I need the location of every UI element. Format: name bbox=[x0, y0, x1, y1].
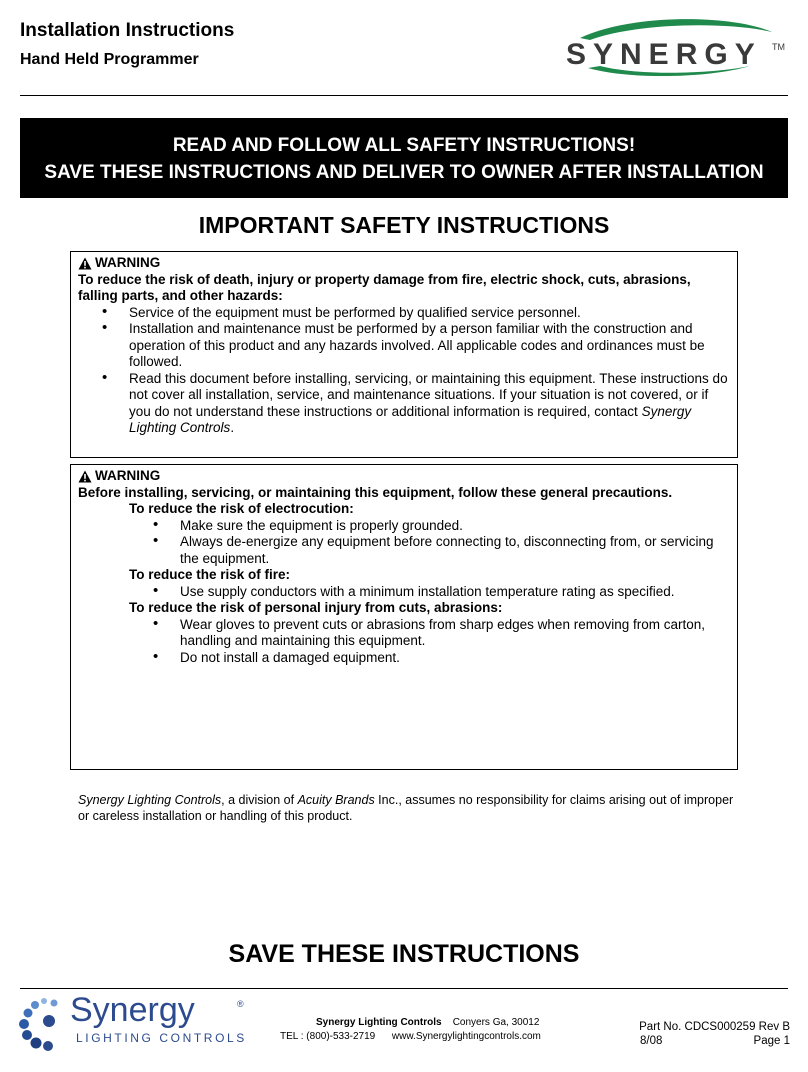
revision-date: 8/08 bbox=[640, 1035, 663, 1047]
warning-box-2 bbox=[70, 464, 738, 770]
company-name: Synergy Lighting Controls bbox=[78, 793, 222, 807]
banner-line-1: READ AND FOLLOW ALL SAFETY INSTRUCTIONS! bbox=[172, 135, 636, 156]
warning-label bbox=[78, 255, 729, 272]
disclaimer-text-2: Inc., assumes no responsibility for claims arising out of improper or careless installation or handling of this product. bbox=[78, 793, 734, 823]
banner-line-2: SAVE THESE INSTRUCTIONS AND DELIVER TO OWNER AFTER INSTALLATION bbox=[44, 162, 764, 183]
list-item: • Do not install a damaged equipment. bbox=[78, 650, 729, 667]
precaution-list bbox=[78, 518, 729, 568]
footer-contact bbox=[280, 1016, 541, 1044]
warning-label bbox=[78, 468, 729, 485]
safety-banner bbox=[20, 118, 788, 198]
list-item: • Make sure the equipment is properly grounded. bbox=[78, 518, 729, 535]
save-instructions-heading: SAVE THESE INSTRUCTIONS bbox=[228, 940, 580, 968]
footer-date-page bbox=[620, 1034, 790, 1048]
warning-triangle-icon bbox=[78, 470, 92, 483]
doc-subtitle: Hand Held Programmer bbox=[20, 51, 199, 68]
company-name: Synergy Lighting Controls bbox=[129, 403, 692, 435]
warning-label-text: WARNING bbox=[95, 255, 161, 270]
synergy-logo bbox=[560, 18, 784, 82]
warning-intro: To reduce the risk of death, injury or property damage from fire, electric shock, cuts, abrasions, falling parts, and other hazards: bbox=[78, 271, 691, 303]
header-divider bbox=[20, 95, 788, 96]
warning-intro: Before installing, servicing, or maintaining this equipment, follow these general precautions. bbox=[78, 484, 673, 500]
warning-box-1 bbox=[70, 251, 738, 458]
footer-logo-registered: ® bbox=[237, 999, 244, 1009]
list-item: • Wear gloves to prevent cuts or abrasions from sharp edges when removing from carton, handling and maintaining this equipment. bbox=[78, 617, 729, 650]
precaution-list bbox=[78, 617, 729, 667]
precaution-heading: To reduce the risk of personal injury from cuts, abrasions: bbox=[129, 600, 503, 615]
list-item bbox=[78, 371, 729, 437]
precaution-heading: To reduce the risk of fire: bbox=[129, 567, 291, 582]
footer-logo-wordmark: Synergy bbox=[70, 991, 195, 1029]
footer-web: www.Synergylightingcontrols.com bbox=[391, 1031, 541, 1042]
footer-logo bbox=[18, 991, 258, 1051]
disclaimer bbox=[78, 792, 738, 824]
footer-city: Conyers Ga, 30012 bbox=[452, 1017, 540, 1028]
footer-contact-line-1 bbox=[280, 1016, 541, 1030]
list-item: • Installation and maintenance must be performed by a person familiar with the construction and operation of this product and any hazards involved. All applicable codes and ordinances must be followed. bbox=[78, 321, 729, 371]
part-number: Part No. CDCS000259 Rev B bbox=[639, 1021, 790, 1033]
list-item-text: Read this document before installing, servicing, or maintaining this equipment. These instructions do not cover all installation, service, and maintenance situations. If your situation is not covered, or if you do not understand these instructions or additional information is required, contact bbox=[129, 370, 728, 419]
logo-wordmark: SYNERGY bbox=[566, 38, 762, 71]
main-heading: IMPORTANT SAFETY INSTRUCTIONS bbox=[198, 212, 610, 238]
disclaimer-text-1: , a division of bbox=[221, 793, 298, 807]
doc-title: Installation Instructions bbox=[20, 20, 235, 41]
page-number: Page 1 bbox=[753, 1035, 790, 1047]
precaution-list bbox=[78, 584, 729, 601]
warning-triangle-icon bbox=[78, 257, 92, 270]
footer-tel: TEL : (800)-533-2719 bbox=[280, 1031, 376, 1042]
precaution-heading: To reduce the risk of electrocution: bbox=[129, 501, 354, 516]
list-item: • Service of the equipment must be performed by qualified service personnel. bbox=[78, 305, 729, 322]
list-item: • Use supply conductors with a minimum installation temperature rating as specified. bbox=[78, 584, 729, 601]
parent-company-name: Acuity Brands bbox=[297, 793, 375, 807]
footer-divider bbox=[20, 988, 788, 989]
warning-label-text: WARNING bbox=[95, 468, 161, 483]
footer-logo-subtext: LIGHTING CONTROLS bbox=[76, 1031, 247, 1045]
footer-contact-line-2 bbox=[280, 1030, 541, 1044]
footer-part-info bbox=[620, 1020, 790, 1048]
dots-logo-icon bbox=[18, 995, 70, 1051]
list-item: • Always de-energize any equipment before connecting to, disconnecting from, or servicing the equipment. bbox=[78, 534, 729, 567]
list-item-end: . bbox=[230, 420, 235, 435]
logo-trademark: TM bbox=[772, 42, 785, 52]
footer-company: Synergy Lighting Controls bbox=[316, 1017, 442, 1028]
warning-list bbox=[78, 305, 729, 437]
